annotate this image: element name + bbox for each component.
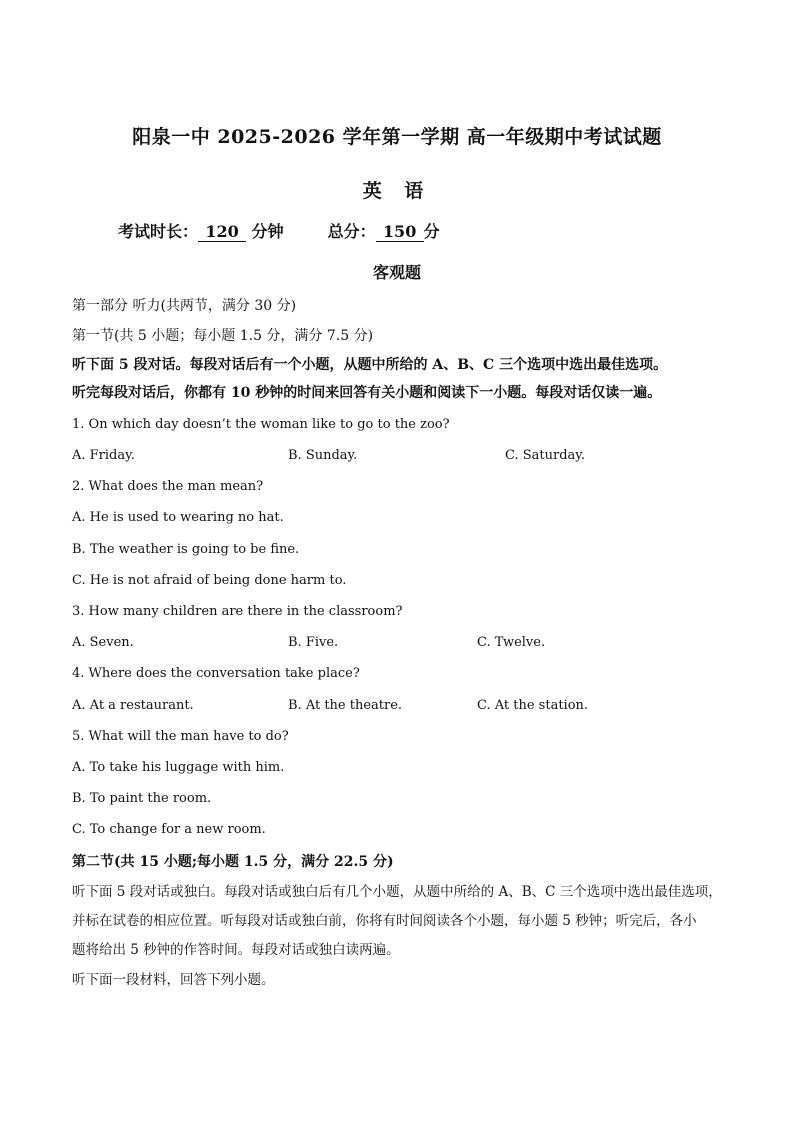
section2-instructions-1: 听下面 5 段对话或独白。每段对话或独白后有几个小题，从题中所给的 A、B、C 三个选项中选出最佳选项， bbox=[72, 884, 722, 900]
score-label: 总分： bbox=[327, 222, 376, 241]
duration-label: 考试时长： bbox=[118, 222, 199, 241]
section2-instructions-2: 并标在试卷的相应位置。听每段对话或独白前，你将有时间阅读各个小题，每小题 5 秒钟；听完后，各小 bbox=[72, 913, 697, 929]
question-3-option-b: B. Five. bbox=[288, 635, 339, 650]
question-1-stem: 1. On which day doesn’t the woman like to go to the zoo? bbox=[72, 417, 450, 432]
exam-meta bbox=[118, 219, 440, 242]
question-5-stem: 5. What will the man have to do? bbox=[72, 729, 289, 744]
question-3-option-c: C. Twelve. bbox=[477, 635, 546, 650]
section2-heading: 第二节(共 15 小题;每小题 1.5 分，满分 22.5 分) bbox=[72, 854, 394, 870]
question-1-option-a: A. Friday. bbox=[72, 448, 135, 463]
question-4-stem: 4. Where does the conversation take place? bbox=[72, 666, 360, 681]
question-5-option-a: A. To take his luggage with him. bbox=[72, 760, 285, 775]
question-1-option-b: B. Sunday. bbox=[288, 448, 358, 463]
question-2-option-c: C. He is not afraid of being done harm to. bbox=[72, 573, 347, 588]
question-1-option-c: C. Saturday. bbox=[505, 448, 586, 463]
section2-instructions-3: 题将给出 5 秒钟的作答时间。每段对话或独白读两遍。 bbox=[72, 942, 400, 958]
duration-unit: 分钟 bbox=[251, 222, 284, 241]
section1-heading: 第一节(共 5 小题；每小题 1.5 分，满分 7.5 分) bbox=[72, 328, 374, 344]
question-5-option-b: B. To paint the room. bbox=[72, 791, 212, 806]
part1-heading: 第一部分 听力(共两节，满分 30 分) bbox=[72, 298, 297, 314]
section2-prompt: 听下面一段材料，回答下列小题。 bbox=[72, 972, 275, 988]
subject-heading: 英 语 bbox=[362, 180, 432, 202]
question-2-option-a: A. He is used to wearing no hat. bbox=[72, 510, 284, 525]
question-2-stem: 2. What does the man mean? bbox=[72, 479, 264, 494]
question-2-option-b: B. The weather is going to be fine. bbox=[72, 542, 300, 557]
question-3-stem: 3. How many children are there in the classroom? bbox=[72, 604, 403, 619]
question-4-option-b: B. At the theatre. bbox=[288, 698, 403, 713]
section1-instructions-1: 听下面 5 段对话。每段对话后有一个小题，从题中所给的 A、B、C 三个选项中选出最佳选项。 bbox=[72, 357, 668, 373]
score-unit: 分 bbox=[423, 222, 440, 241]
section-type: 客观题 bbox=[372, 263, 421, 282]
score-value: 150 bbox=[376, 222, 424, 242]
duration-value: 120 bbox=[198, 222, 246, 242]
exam-title: 阳泉一中 2025-2026 学年第一学期 高一年级期中考试试题 bbox=[132, 126, 662, 148]
question-5-option-c: C. To change for a new room. bbox=[72, 822, 266, 837]
question-4-option-c: C. At the station. bbox=[477, 698, 589, 713]
question-4-option-a: A. At a restaurant. bbox=[72, 698, 194, 713]
section1-instructions-2: 听完每段对话后，你都有 10 秒钟的时间来回答有关小题和阅读下一小题。每段对话仅读一遍。 bbox=[72, 385, 662, 401]
question-3-option-a: A. Seven. bbox=[72, 635, 134, 650]
